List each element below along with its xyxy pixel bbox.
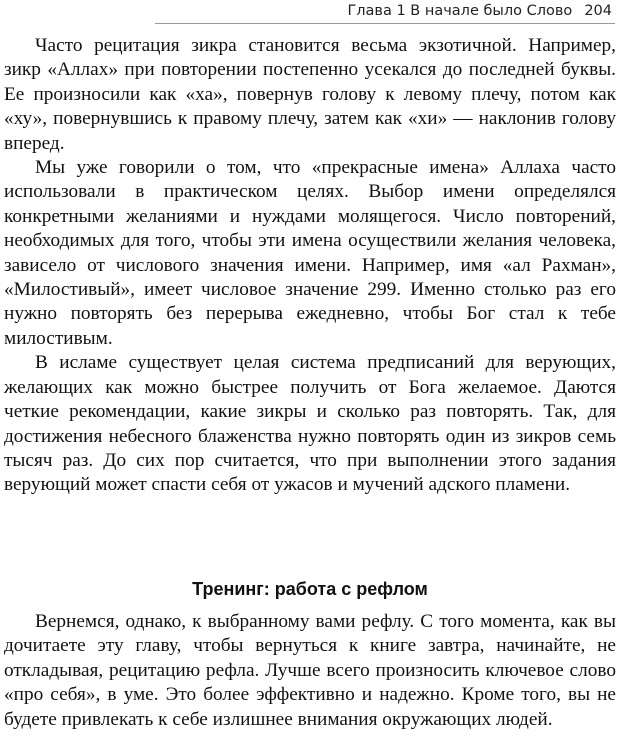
section-paragraph: Вернемся, однако, к выбранному вами рефлу. С того момента, как вы дочитаете эту главу, чтобы вернуться к книге завтра, начинайте, не откладывая, рецитацию рефла. Лучше всего произносить ключевое слово «про себя», в уме. Это более эффективно и надежно. Кроме того, вы не будете привлекать к себе излишнее внимания окружающих людей. xyxy=(4,611,616,730)
header-rule xyxy=(155,23,615,24)
running-header xyxy=(0,0,620,24)
chapter-title: Глава 1 В начале было Слово xyxy=(347,3,573,19)
paragraph-3: В исламе существует целая система предписаний для верующих, желающих как можно быстрее получить от Бога желаемое. Даются четкие рекомендации, какие зикры и сколько раз повторять. Так, для достижения небесного блаженства нужно повторять один из зикров семь тысяч раз. До сих пор считается, что при выполнении этого задания верующий может спасти себя от ужасов и мучений адского пламени. xyxy=(4,352,616,496)
page-number: 204 xyxy=(584,3,612,19)
paragraph-2: Мы уже говорили о том, что «прекрасные имена» Аллаха часто использовали в практическом целях. Выбор имени определялся конкретными желаниями и нуждами молящегося. Число повторений, необходимых для того, чтобы эти имена осуществили желания человека, зависело от числового значения имени. Например, имя «ал Рахман», «Милостивый», имеет числовое значение 299. Именно столько раз его нужно повторять без перерыва ежедневно, чтобы Бог стал к тебе милостивым. xyxy=(4,157,616,349)
section-heading: Тренинг: работа с рефлом xyxy=(192,579,428,599)
paragraph-1: Часто рецитация зикра становится весьма экзотичной. Например, зикр «Аллах» при повторении постепенно усекался до последней буквы. Ее произносили как «ха», повернув голову к левому плечу, потом как «ху», повернувшись к правому плечу, затем как «хи» — наклонив голову вперед. xyxy=(4,35,616,154)
header-line xyxy=(347,3,612,19)
body-text xyxy=(4,34,616,498)
section-text xyxy=(4,610,616,732)
